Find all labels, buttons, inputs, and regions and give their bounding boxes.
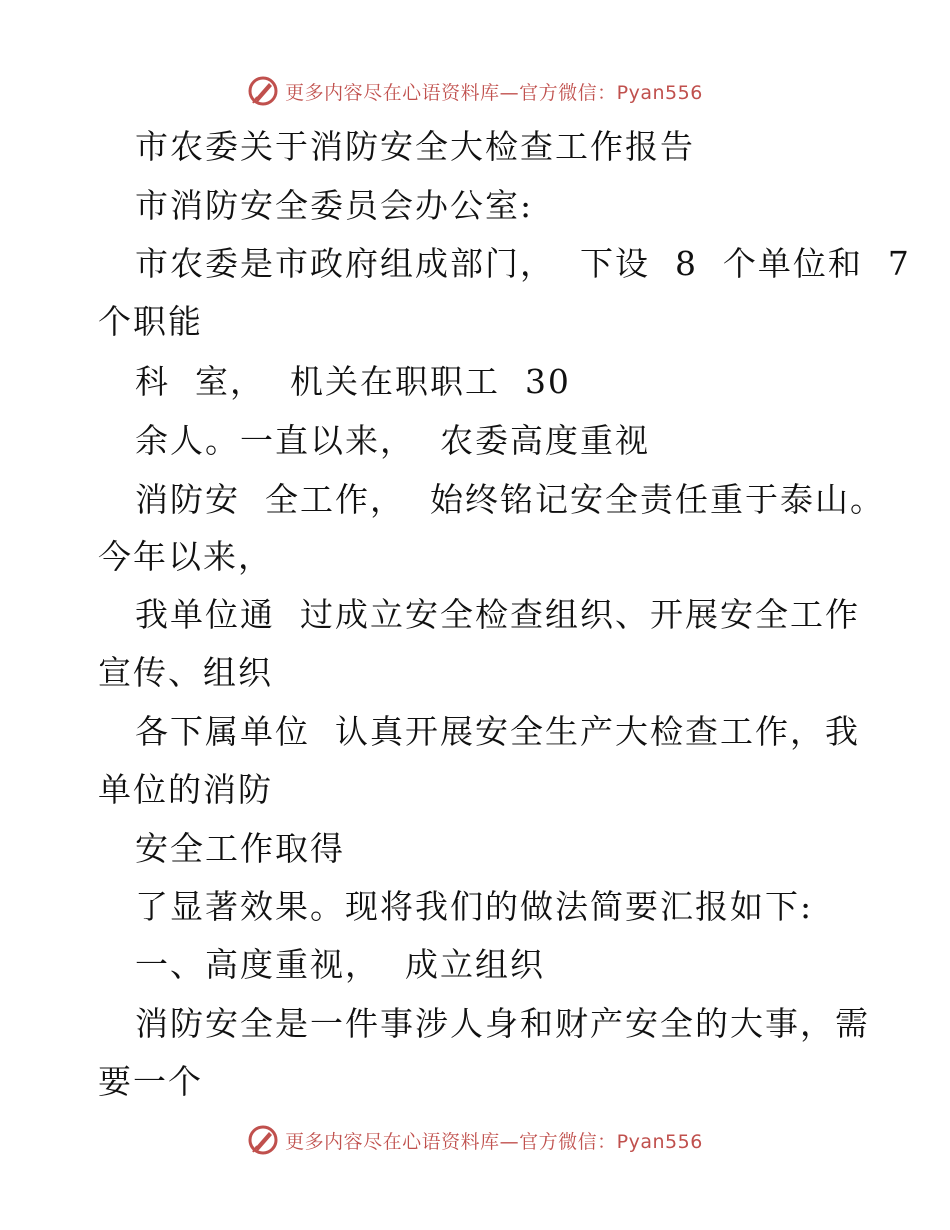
watermark-text: 更多内容尽在心语资料库—官方微信：Pyan556 xyxy=(285,81,703,104)
text-line: 余人。一直以来， 农委高度重视 xyxy=(135,421,650,460)
text-line: 科 室， 机关在职职工 30 xyxy=(135,362,571,401)
watermark-text: 更多内容尽在心语资料库—官方微信：Pyan556 xyxy=(285,1130,703,1153)
text-line: 安全工作取得 xyxy=(135,829,345,868)
quill-logo-icon xyxy=(247,1124,279,1156)
text-line: 市农委是市政府组成部门， 下设 8 个单位和 7 xyxy=(135,244,911,283)
text-line: 个职能 xyxy=(98,302,203,341)
text-line: 消防安全是一件事涉人身和财产安全的大事，需 xyxy=(135,1004,870,1043)
text-line: 各下属单位 认真开展安全生产大检查工作，我 xyxy=(135,712,860,751)
text-line: 宣传、组织 xyxy=(98,653,273,692)
text-line: 我单位通 过成立安全检查组织、开展安全工作 xyxy=(135,595,860,634)
text-line: 消防安 全工作， 始终铭记安全责任重于泰山。 xyxy=(135,480,885,519)
text-line: 市消防安全委员会办公室: xyxy=(135,186,534,225)
text-line: 今年以来， xyxy=(98,537,273,576)
section-heading: 一、高度重视， 成立组织 xyxy=(135,945,545,984)
text-line: 了显著效果。现将我们的做法简要汇报如下: xyxy=(135,887,814,926)
document-title: 市农委关于消防安全大检查工作报告 xyxy=(135,127,695,166)
watermark-footer xyxy=(0,1120,950,1160)
text-line: 单位的消防 xyxy=(98,770,273,809)
text-line: 要一个 xyxy=(98,1062,203,1101)
